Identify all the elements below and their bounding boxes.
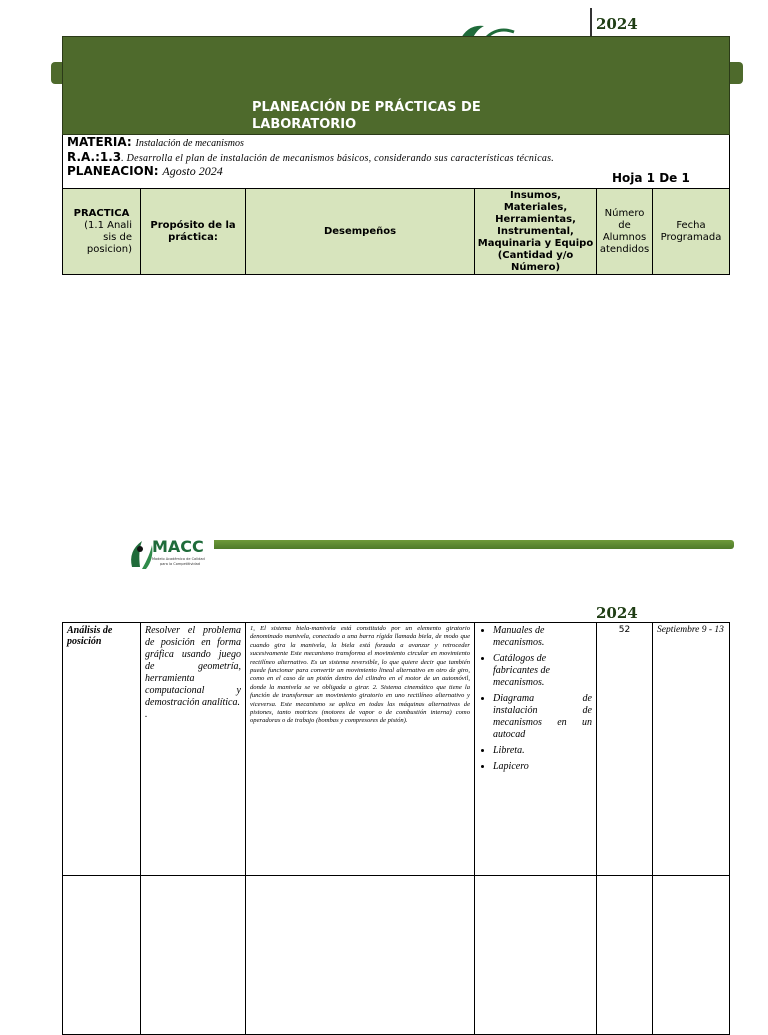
col-header-fecha: Fecha Programada: [652, 188, 730, 275]
empty-cell: [474, 875, 597, 1035]
materiales-list: [477, 625, 592, 773]
cell-numero-text: 52: [618, 625, 631, 635]
col-header-practica-title: PRACTICA: [73, 207, 130, 219]
cell-proposito-tail: .: [145, 709, 148, 720]
cell-practica: [62, 622, 141, 876]
col-header-numero: Número de Alumnos atendidos: [596, 188, 653, 275]
hoja-indicator: Hoja 1 De 1: [612, 171, 690, 185]
macc-logo: [128, 535, 218, 573]
col-header-insumos: Insumos, Materiales, Herramientas, Instrumental, Maquinaria y Equipo (Cantidad y/o Número): [474, 188, 597, 275]
cell-proposito-text: Resolver el problema de posición en forma gráfica usando juego de geometría, herramienta computacional y demostración analítica.: [145, 625, 241, 708]
macc-logo-text: MACC: [152, 537, 204, 556]
col-header-desempenos: Desempeños: [245, 188, 475, 275]
cell-proposito: [140, 622, 246, 876]
empty-cell: [652, 875, 730, 1035]
planeacion-value: Agosto 2024: [162, 164, 223, 178]
page-title-line2: LABORATORIO: [252, 117, 357, 132]
cell-desempeno: [245, 622, 475, 876]
empty-cell: [245, 875, 475, 1035]
ra-value: . Desarrolla el plan de instalación de mecanismos básicos, considerando sus características técnicas.: [121, 153, 555, 164]
materiales-item: • Catálogos de fabricantes de mecanismos.: [493, 653, 592, 689]
col-header-proposito: Propósito de la práctica:: [140, 188, 246, 275]
empty-cell: [140, 875, 246, 1035]
materiales-item: • Libreta.: [493, 745, 592, 757]
cell-fecha: [652, 622, 730, 876]
page-title: [252, 99, 481, 133]
cell-numero: [596, 622, 653, 876]
cell-materiales: [474, 622, 597, 876]
empty-cell: [62, 875, 141, 1035]
ra-line: [67, 150, 554, 164]
materiales-item: • Manuales de mecanismos.: [493, 625, 592, 649]
ra-label: R.A.:1.3: [67, 150, 122, 164]
col-header-practica: [62, 188, 141, 275]
col-header-practica-sub: (1.1 Anali sis de posicion): [84, 219, 132, 255]
materia-label: MATERIA:: [67, 135, 132, 149]
materiales-item: • Lapicero: [493, 761, 592, 773]
materia-line: [67, 135, 244, 149]
planeacion-label: PLANEACION:: [67, 164, 159, 178]
top-divider-line: [590, 8, 592, 38]
cell-fecha-text: Septiembre 9 - 13: [657, 625, 724, 635]
cell-desempeno-text: 1, El sistema biela-manivela está constituido por un elemento giratorio denominado manivela, conectado a una barra rígida llamada biela, de modo que cuando gira la manivela, la biela está forzada a avanzar y retroceder sucesivamente Este mecanismo transforma el movimiento circular en movimiento rectilíneo alternativo. Es un sistema reversible, lo que quiere decir que también puede funcionar para convertir un movimiento lineal alternativo en otro de giro, como en el caso de un pistón dentro del cilindro en el motor de un automóvil, donde la manivela se ve obligada a girar. 2. Sistema cinemático que tiene la función de transformar un movimiento giratorio en uno rectilíneo alternativo y viceversa. Este mecanismo se aplica en todas las máquinas alternativas de pistones, tanto motrices (motores de vapor o de combustión interna) como operadoras o de trabajo (bombas y compresores de pistón).: [250, 625, 470, 725]
header-year: 2024: [596, 15, 638, 33]
macc-logo-sub1: Modelo Académico de Calidad: [152, 557, 205, 561]
page2-year: 2024: [596, 604, 638, 622]
materia-value: Instalación de mecanismos: [135, 138, 244, 149]
planeacion-line: [67, 164, 223, 179]
cell-practica-text: Análisis de posición: [67, 625, 113, 647]
macc-leaf-icon: [128, 537, 154, 571]
page-title-line1: PLANEACIÓN DE PRÁCTICAS DE: [252, 100, 481, 115]
empty-cell: [596, 875, 653, 1035]
macc-logo-sub2: para la Competitividad: [160, 562, 200, 566]
macc-green-stripe: [214, 540, 734, 549]
materiales-item: • Diagrama de instalación de mecanismos en un autocad: [493, 693, 592, 741]
